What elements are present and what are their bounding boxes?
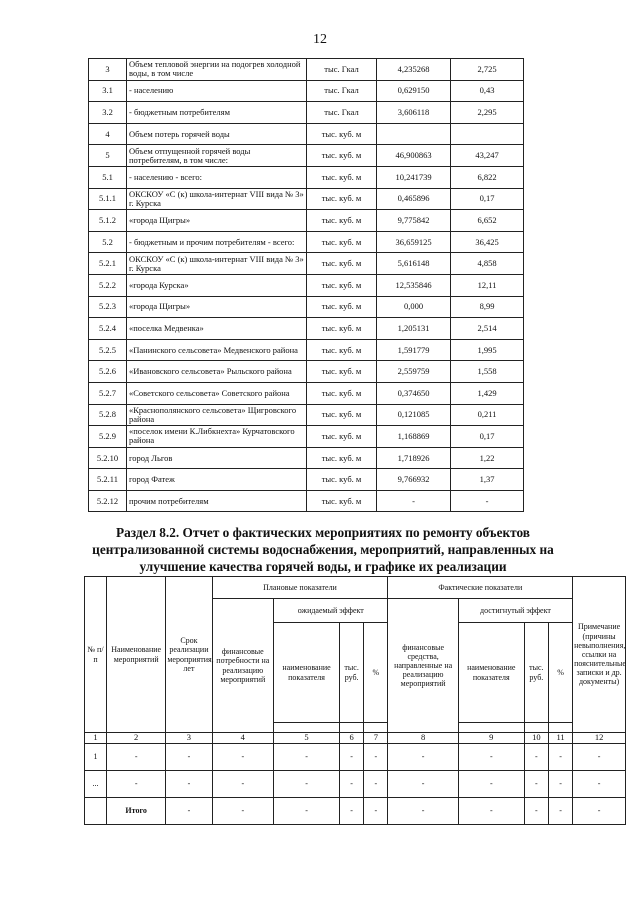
- row-cell: -: [340, 770, 364, 797]
- row-value-2: 1,558: [451, 361, 524, 383]
- row-unit: тыс. куб. м: [307, 339, 377, 361]
- row-value-2: 0,211: [451, 404, 524, 426]
- row-name: «Панинского сельсовета» Медвенского района: [127, 339, 307, 361]
- row-value-1: 1,168869: [377, 426, 451, 448]
- row-cell: -: [458, 797, 524, 824]
- row-name: -: [106, 743, 165, 770]
- header-thousand-rub: тыс. руб.: [340, 623, 364, 723]
- header-indicator-name: наименование показателя: [274, 623, 340, 723]
- table-row: [89, 59, 524, 81]
- row-value-1: 3,606118: [377, 102, 451, 124]
- row-name: ОКСКОУ «С (к) школа-интернат VIII вида № 3» г. Курска: [127, 253, 307, 275]
- row-number: 5.2.9: [89, 426, 127, 448]
- row-value-2: 2,514: [451, 318, 524, 340]
- row-cell: -: [274, 743, 340, 770]
- row-name: «города Щигры»: [127, 296, 307, 318]
- row-name: «города Курска»: [127, 274, 307, 296]
- row-cell: -: [548, 770, 572, 797]
- row-unit: тыс. куб. м: [307, 469, 377, 491]
- table-row: [89, 382, 524, 404]
- row-value-2: [451, 123, 524, 145]
- row-value-2: 36,425: [451, 231, 524, 253]
- table-row: [89, 145, 524, 167]
- row-value-2: 6,822: [451, 166, 524, 188]
- row-number: 3.2: [89, 102, 127, 124]
- row-value-1: 2,559759: [377, 361, 451, 383]
- column-number: 4: [212, 733, 274, 744]
- table-row: [85, 770, 626, 797]
- row-value-1: [377, 123, 451, 145]
- column-number: 8: [388, 733, 458, 744]
- row-unit: тыс. куб. м: [307, 447, 377, 469]
- header-actual: Фактические показатели: [388, 577, 573, 599]
- table-row: [85, 797, 626, 824]
- row-name: «поселок имени К.Либкнехта» Курчатовского района: [127, 426, 307, 448]
- row-cell: -: [458, 743, 524, 770]
- row-value-1: 12,535846: [377, 274, 451, 296]
- header-thousand-rub-2: тыс. руб.: [524, 623, 548, 723]
- row-number: 5.1: [89, 166, 127, 188]
- table-row: [89, 296, 524, 318]
- row-number: 5.2.3: [89, 296, 127, 318]
- row-name: Объем тепловой энергии на подогрев холодной воды, в том числе: [127, 59, 307, 81]
- row-name: - бюджетным потребителям: [127, 102, 307, 124]
- row-unit: тыс. куб. м: [307, 382, 377, 404]
- table-row: [89, 166, 524, 188]
- row-unit: тыс. куб. м: [307, 166, 377, 188]
- row-unit: тыс. куб. м: [307, 296, 377, 318]
- row-unit: тыс. куб. м: [307, 426, 377, 448]
- measures-report-table: [84, 576, 626, 825]
- row-cell: -: [340, 743, 364, 770]
- row-cell: -: [166, 743, 212, 770]
- row-cell: -: [212, 770, 274, 797]
- row-number: ...: [85, 770, 107, 797]
- column-number: 2: [106, 733, 165, 744]
- row-value-1: 36,659125: [377, 231, 451, 253]
- table-row: [89, 490, 524, 512]
- row-cell: -: [212, 743, 274, 770]
- table-row: [89, 318, 524, 340]
- row-cell: -: [458, 770, 524, 797]
- column-number: 6: [340, 733, 364, 744]
- row-unit: тыс. куб. м: [307, 188, 377, 210]
- row-name: «поселка Медвенка»: [127, 318, 307, 340]
- row-value-2: 6,652: [451, 210, 524, 232]
- table-row: [89, 253, 524, 275]
- row-unit: тыс. куб. м: [307, 318, 377, 340]
- row-value-1: 5,616148: [377, 253, 451, 275]
- row-number: 5.1.1: [89, 188, 127, 210]
- row-value-2: 1,429: [451, 382, 524, 404]
- row-number: 5.2.7: [89, 382, 127, 404]
- table-row: [89, 80, 524, 102]
- consumption-table: [88, 58, 524, 512]
- column-number: 10: [524, 733, 548, 744]
- column-number: 1: [85, 733, 107, 744]
- row-value-2: -: [451, 490, 524, 512]
- column-number: 3: [166, 733, 212, 744]
- row-unit: тыс. куб. м: [307, 210, 377, 232]
- row-cell: -: [364, 743, 388, 770]
- row-name: «города Щигры»: [127, 210, 307, 232]
- row-number: 5.2.11: [89, 469, 127, 491]
- row-value-1: 0,629150: [377, 80, 451, 102]
- column-number: 7: [364, 733, 388, 744]
- header-col-term: Срок реализации мероприятия, лет: [166, 577, 212, 733]
- section-heading: Раздел 8.2. Отчет о фактических мероприятиях по ремонту объектов централизованной системы водоснабжения, мероприятий, направленных на улучшение качества горячей воды, и графике их реализации: [92, 525, 554, 575]
- row-cell: -: [573, 797, 626, 824]
- row-value-1: 10,241739: [377, 166, 451, 188]
- row-cell: -: [166, 797, 212, 824]
- header-achieved-effect: достигнутый эффект: [458, 599, 572, 623]
- row-value-1: 9,766932: [377, 469, 451, 491]
- table-row: [89, 188, 524, 210]
- row-cell: -: [364, 797, 388, 824]
- header-col-name: Наименование мероприятий: [106, 577, 165, 733]
- row-number: 1: [85, 743, 107, 770]
- row-number: 4: [89, 123, 127, 145]
- header-expected-effect: ожидаемый эффект: [274, 599, 388, 623]
- row-cell: -: [548, 743, 572, 770]
- row-value-2: 0,17: [451, 188, 524, 210]
- row-name: прочим потребителям: [127, 490, 307, 512]
- row-value-2: 2,295: [451, 102, 524, 124]
- row-unit: тыс. куб. м: [307, 361, 377, 383]
- row-value-1: 1,718926: [377, 447, 451, 469]
- row-name: ОКСКОУ «С (к) школа-интернат VIII вида № 3» г. Курска: [127, 188, 307, 210]
- row-value-2: 1,995: [451, 339, 524, 361]
- row-value-1: -: [377, 490, 451, 512]
- row-number: 5.1.2: [89, 210, 127, 232]
- row-number: 5.2.6: [89, 361, 127, 383]
- header-actual-fin: финансовые средства, направленные на реализацию мероприятий: [388, 599, 458, 733]
- row-unit: тыс. Гкал: [307, 80, 377, 102]
- column-numbers-row: [85, 733, 626, 744]
- header-percent: %: [364, 623, 388, 723]
- row-cell: -: [274, 797, 340, 824]
- row-cell: -: [524, 770, 548, 797]
- row-number: 5.2.10: [89, 447, 127, 469]
- row-number: 5.2: [89, 231, 127, 253]
- page-number: 12: [313, 32, 327, 47]
- table-row: [89, 102, 524, 124]
- row-number: 3.1: [89, 80, 127, 102]
- row-cell: -: [573, 770, 626, 797]
- row-value-2: 12,11: [451, 274, 524, 296]
- row-value-1: 1,591779: [377, 339, 451, 361]
- table-row: [89, 404, 524, 426]
- row-name: «Ивановского сельсовета» Рыльского района: [127, 361, 307, 383]
- row-name: «Советского сельсовета» Советского района: [127, 382, 307, 404]
- table-row: [85, 743, 626, 770]
- row-value-2: 1,37: [451, 469, 524, 491]
- table-row: [89, 361, 524, 383]
- row-cell: -: [524, 797, 548, 824]
- header-percent-2: %: [548, 623, 572, 723]
- table-row: [89, 123, 524, 145]
- row-unit: тыс. куб. м: [307, 145, 377, 167]
- row-number: 5.2.2: [89, 274, 127, 296]
- row-unit: тыс. куб. м: [307, 231, 377, 253]
- column-number: 5: [274, 733, 340, 744]
- row-value-2: 4,858: [451, 253, 524, 275]
- row-value-1: 9,775842: [377, 210, 451, 232]
- row-number: 5.2.4: [89, 318, 127, 340]
- table-row: [89, 469, 524, 491]
- row-value-2: 1,22: [451, 447, 524, 469]
- row-cell: -: [212, 797, 274, 824]
- row-name: «Краснополянского сельсовета» Щигровского района: [127, 404, 307, 426]
- header-indicator-name-2: наименование показателя: [458, 623, 524, 723]
- row-cell: -: [548, 797, 572, 824]
- header-note: Примечание (причины невыполнения, ссылки на пояснительные записки и др. документы): [573, 577, 626, 733]
- row-number: 5: [89, 145, 127, 167]
- table-row: [89, 231, 524, 253]
- row-number: 5.2.12: [89, 490, 127, 512]
- row-value-2: 0,43: [451, 80, 524, 102]
- row-value-1: 1,205131: [377, 318, 451, 340]
- row-value-1: 0,465896: [377, 188, 451, 210]
- header-planned-fin: финансовые потребности на реализацию мероприятий: [212, 599, 274, 733]
- column-number: 9: [458, 733, 524, 744]
- row-value-1: 0,374650: [377, 382, 451, 404]
- row-number: 3: [89, 59, 127, 81]
- table-row: [89, 426, 524, 448]
- row-name: город Льгов: [127, 447, 307, 469]
- row-value-2: 2,725: [451, 59, 524, 81]
- row-cell: -: [388, 770, 458, 797]
- row-unit: тыс. куб. м: [307, 123, 377, 145]
- row-name: Итого: [106, 797, 165, 824]
- row-name: - населению - всего:: [127, 166, 307, 188]
- row-name: Объем потерь горячей воды: [127, 123, 307, 145]
- row-unit: тыс. куб. м: [307, 253, 377, 275]
- row-cell: -: [166, 770, 212, 797]
- row-cell: -: [388, 797, 458, 824]
- row-value-1: 46,900863: [377, 145, 451, 167]
- table-row: [89, 274, 524, 296]
- row-unit: тыс. куб. м: [307, 404, 377, 426]
- row-value-2: 8,99: [451, 296, 524, 318]
- row-value-1: 4,235268: [377, 59, 451, 81]
- row-value-1: 0,121085: [377, 404, 451, 426]
- header-planned: Плановые показатели: [212, 577, 388, 599]
- column-number: 12: [573, 733, 626, 744]
- row-unit: тыс. Гкал: [307, 102, 377, 124]
- header-col-num: № п/п: [85, 577, 107, 733]
- row-number: 5.2.5: [89, 339, 127, 361]
- row-number: 5.2.1: [89, 253, 127, 275]
- row-unit: тыс. куб. м: [307, 490, 377, 512]
- row-cell: -: [274, 770, 340, 797]
- row-name: город Фатеж: [127, 469, 307, 491]
- row-cell: -: [524, 743, 548, 770]
- row-cell: -: [573, 743, 626, 770]
- row-number: [85, 797, 107, 824]
- row-unit: тыс. куб. м: [307, 274, 377, 296]
- row-cell: -: [388, 743, 458, 770]
- row-value-2: 0,17: [451, 426, 524, 448]
- row-cell: -: [364, 770, 388, 797]
- row-number: 5.2.8: [89, 404, 127, 426]
- row-value-1: 0,000: [377, 296, 451, 318]
- table-row: [89, 447, 524, 469]
- row-value-2: 43,247: [451, 145, 524, 167]
- row-name: - бюджетным и прочим потребителям - всего:: [127, 231, 307, 253]
- table-row: [89, 339, 524, 361]
- row-unit: тыс. Гкал: [307, 59, 377, 81]
- row-name: - населению: [127, 80, 307, 102]
- row-name: -: [106, 770, 165, 797]
- table-row: [89, 210, 524, 232]
- row-name: Объем отпущенной горячей воды потребителям, в том числе:: [127, 145, 307, 167]
- column-number: 11: [548, 733, 572, 744]
- row-cell: -: [340, 797, 364, 824]
